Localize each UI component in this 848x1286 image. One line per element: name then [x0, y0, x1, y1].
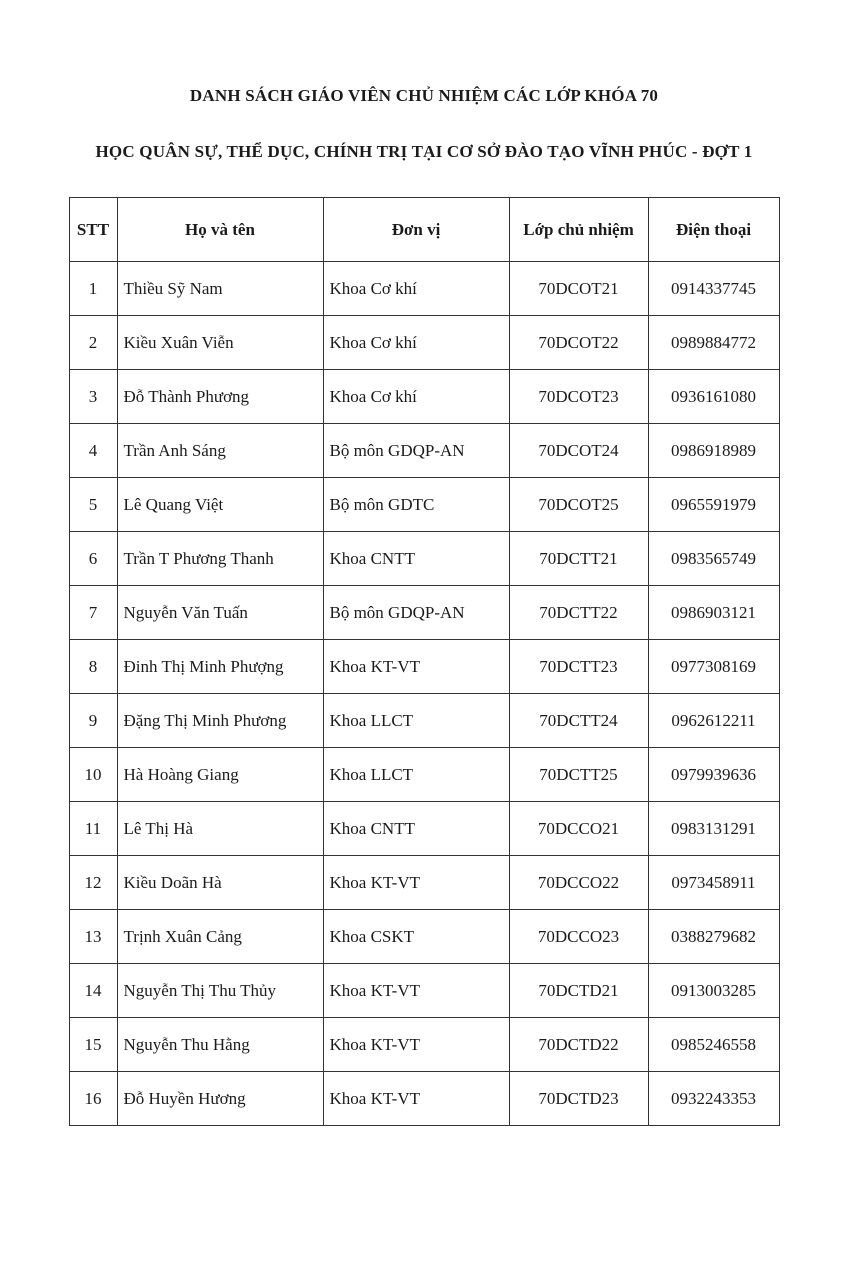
- document-page: [0, 86, 848, 1286]
- teacher-table: [69, 197, 780, 1126]
- department: Khoa CSKT: [323, 910, 509, 964]
- class-name: 70DCTD23: [509, 1072, 648, 1126]
- department: Khoa Cơ khí: [323, 370, 509, 424]
- teacher-name: Kiều Xuân Viễn: [117, 316, 323, 370]
- teacher-name: Lê Quang Việt: [117, 478, 323, 532]
- phone-number: 0973458911: [648, 856, 779, 910]
- phone-number: 0986918989: [648, 424, 779, 478]
- table-row: [69, 1072, 779, 1126]
- table-row: [69, 694, 779, 748]
- class-name: 70DCTT21: [509, 532, 648, 586]
- teacher-name: Đinh Thị Minh Phượng: [117, 640, 323, 694]
- department: Bộ môn GDTC: [323, 478, 509, 532]
- teacher-name: Kiều Doãn Hà: [117, 856, 323, 910]
- class-name: 70DCTD21: [509, 964, 648, 1018]
- table-row: [69, 748, 779, 802]
- department: Bộ môn GDQP-AN: [323, 424, 509, 478]
- table-row: [69, 424, 779, 478]
- phone-number: 0979939636: [648, 748, 779, 802]
- teacher-name: Đỗ Huyền Hương: [117, 1072, 323, 1126]
- teacher-name: Lê Thị Hà: [117, 802, 323, 856]
- table-row: [69, 1018, 779, 1072]
- row-number: 14: [69, 964, 117, 1018]
- phone-number: 0977308169: [648, 640, 779, 694]
- phone-number: 0983131291: [648, 802, 779, 856]
- teacher-name: Nguyễn Thị Thu Thủy: [117, 964, 323, 1018]
- teacher-name: Hà Hoàng Giang: [117, 748, 323, 802]
- teacher-name: Trần T Phương Thanh: [117, 532, 323, 586]
- teacher-name: Nguyễn Thu Hằng: [117, 1018, 323, 1072]
- column-header-row-number: STT: [69, 198, 117, 262]
- row-number: 7: [69, 586, 117, 640]
- teacher-name: Đỗ Thành Phương: [117, 370, 323, 424]
- phone-number: 0985246558: [648, 1018, 779, 1072]
- row-number: 1: [69, 262, 117, 316]
- table-row: [69, 586, 779, 640]
- row-number: 9: [69, 694, 117, 748]
- class-name: 70DCTT23: [509, 640, 648, 694]
- row-number: 5: [69, 478, 117, 532]
- table-head: [69, 198, 779, 262]
- table-row: [69, 262, 779, 316]
- class-name: 70DCCO22: [509, 856, 648, 910]
- class-name: 70DCCO21: [509, 802, 648, 856]
- row-number: 3: [69, 370, 117, 424]
- class-name: 70DCCO23: [509, 910, 648, 964]
- document-subtitle: HỌC QUÂN SỰ, THỂ DỤC, CHÍNH TRỊ TẠI CƠ SỞ ĐÀO TẠO VĨNH PHÚC - ĐỢT 1: [95, 142, 753, 161]
- phone-number: 0983565749: [648, 532, 779, 586]
- class-name: 70DCTT25: [509, 748, 648, 802]
- table-row: [69, 478, 779, 532]
- department: Khoa Cơ khí: [323, 262, 509, 316]
- class-name: 70DCOT25: [509, 478, 648, 532]
- teacher-name: Trịnh Xuân Cảng: [117, 910, 323, 964]
- table-row: [69, 964, 779, 1018]
- table-row: [69, 640, 779, 694]
- column-header-teacher-name: Họ và tên: [117, 198, 323, 262]
- department: Khoa CNTT: [323, 532, 509, 586]
- phone-number: 0932243353: [648, 1072, 779, 1126]
- department: Khoa KT-VT: [323, 1018, 509, 1072]
- department: Khoa LLCT: [323, 694, 509, 748]
- department: Khoa LLCT: [323, 748, 509, 802]
- table-row: [69, 532, 779, 586]
- class-name: 70DCTD22: [509, 1018, 648, 1072]
- phone-number: 0962612211: [648, 694, 779, 748]
- row-number: 2: [69, 316, 117, 370]
- document-title: DANH SÁCH GIÁO VIÊN CHỦ NHIỆM CÁC LỚP KHÓA 70: [189, 86, 659, 105]
- department: Khoa Cơ khí: [323, 316, 509, 370]
- column-header-department: Đơn vị: [323, 198, 509, 262]
- table-row: [69, 910, 779, 964]
- row-number: 13: [69, 910, 117, 964]
- class-name: 70DCOT21: [509, 262, 648, 316]
- teacher-name: Đặng Thị Minh Phương: [117, 694, 323, 748]
- department: Khoa KT-VT: [323, 964, 509, 1018]
- phone-number: 0965591979: [648, 478, 779, 532]
- row-number: 8: [69, 640, 117, 694]
- department: Khoa CNTT: [323, 802, 509, 856]
- phone-number: 0914337745: [648, 262, 779, 316]
- phone-number: 0913003285: [648, 964, 779, 1018]
- class-name: 70DCOT24: [509, 424, 648, 478]
- department: Khoa KT-VT: [323, 640, 509, 694]
- row-number: 16: [69, 1072, 117, 1126]
- class-name: 70DCTT22: [509, 586, 648, 640]
- row-number: 12: [69, 856, 117, 910]
- teacher-name: Trần Anh Sáng: [117, 424, 323, 478]
- table-header-row: [69, 198, 779, 262]
- class-name: 70DCOT23: [509, 370, 648, 424]
- row-number: 11: [69, 802, 117, 856]
- teacher-name: Nguyễn Văn Tuấn: [117, 586, 323, 640]
- phone-number: 0989884772: [648, 316, 779, 370]
- department: Khoa KT-VT: [323, 856, 509, 910]
- row-number: 6: [69, 532, 117, 586]
- class-name: 70DCOT22: [509, 316, 648, 370]
- row-number: 10: [69, 748, 117, 802]
- table-row: [69, 802, 779, 856]
- phone-number: 0986903121: [648, 586, 779, 640]
- class-name: 70DCTT24: [509, 694, 648, 748]
- row-number: 15: [69, 1018, 117, 1072]
- table-row: [69, 316, 779, 370]
- table-body: [69, 262, 779, 1126]
- phone-number: 0936161080: [648, 370, 779, 424]
- row-number: 4: [69, 424, 117, 478]
- table-row: [69, 856, 779, 910]
- column-header-class-name: Lớp chủ nhiệm: [509, 198, 648, 262]
- column-header-phone-number: Điện thoại: [648, 198, 779, 262]
- teacher-name: Thiều Sỹ Nam: [117, 262, 323, 316]
- phone-number: 0388279682: [648, 910, 779, 964]
- department: Bộ môn GDQP-AN: [323, 586, 509, 640]
- table-row: [69, 370, 779, 424]
- department: Khoa KT-VT: [323, 1072, 509, 1126]
